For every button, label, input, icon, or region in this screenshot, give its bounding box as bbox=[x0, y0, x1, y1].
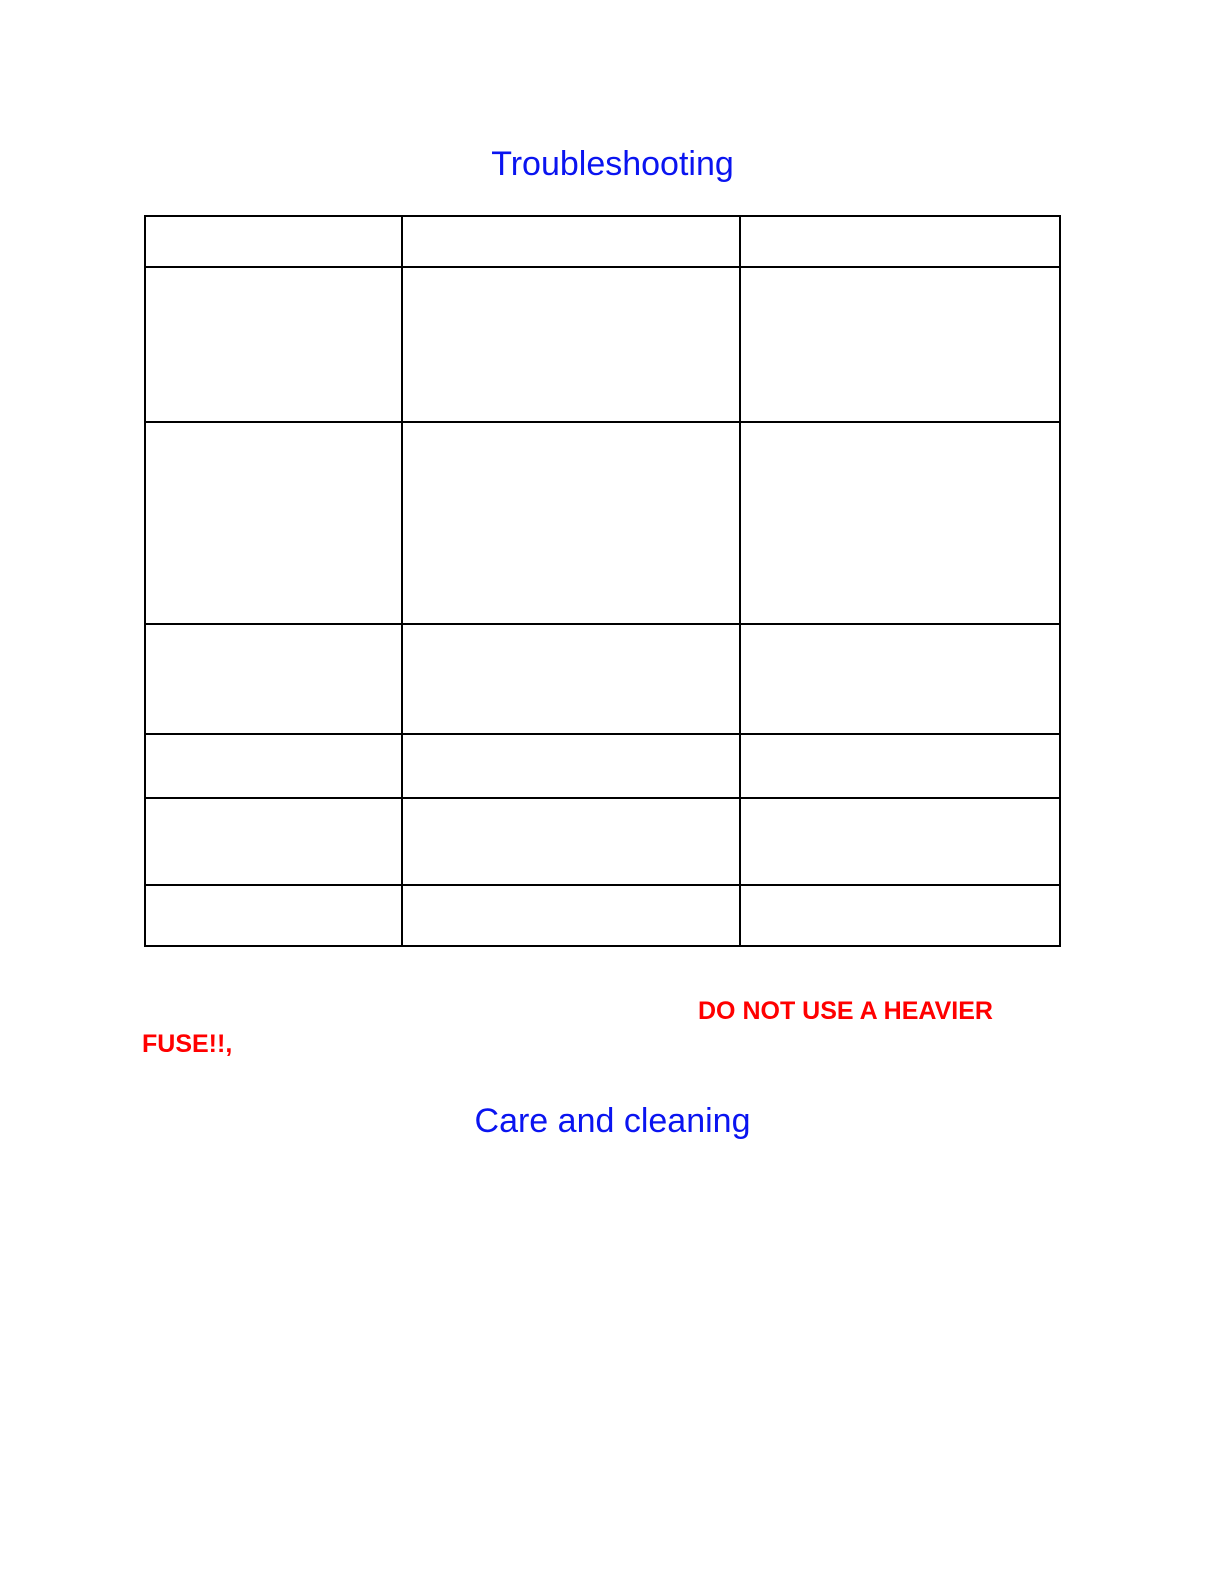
table-cell bbox=[402, 624, 740, 734]
table-cell bbox=[740, 422, 1060, 624]
table-row bbox=[145, 267, 1060, 422]
table-cell bbox=[402, 734, 740, 798]
fuse-warning-line1: DO NOT USE A HEAVIER bbox=[698, 997, 993, 1025]
table-cell bbox=[740, 798, 1060, 885]
table-cell bbox=[145, 624, 402, 734]
table-cell bbox=[740, 624, 1060, 734]
table-cell bbox=[145, 734, 402, 798]
table-cell bbox=[740, 885, 1060, 946]
table-row bbox=[145, 885, 1060, 946]
table-cell bbox=[402, 798, 740, 885]
table-cell bbox=[145, 885, 402, 946]
table-cell bbox=[740, 734, 1060, 798]
table-cell bbox=[402, 885, 740, 946]
table-row bbox=[145, 216, 1060, 267]
table-row bbox=[145, 624, 1060, 734]
table-row bbox=[145, 734, 1060, 798]
troubleshooting-table bbox=[144, 215, 1061, 947]
troubleshooting-heading: Troubleshooting bbox=[491, 145, 734, 183]
table-cell bbox=[740, 267, 1060, 422]
table-cell bbox=[402, 267, 740, 422]
table-cell bbox=[402, 422, 740, 624]
table-cell bbox=[402, 216, 740, 267]
fuse-warning-line2: FUSE!!, bbox=[142, 1030, 233, 1058]
table-cell bbox=[145, 422, 402, 624]
table-row bbox=[145, 422, 1060, 624]
table-cell bbox=[145, 267, 402, 422]
table-cell bbox=[740, 216, 1060, 267]
table-cell bbox=[145, 216, 402, 267]
table-cell bbox=[145, 798, 402, 885]
care-and-cleaning-heading: Care and cleaning bbox=[474, 1102, 751, 1140]
table-row bbox=[145, 798, 1060, 885]
